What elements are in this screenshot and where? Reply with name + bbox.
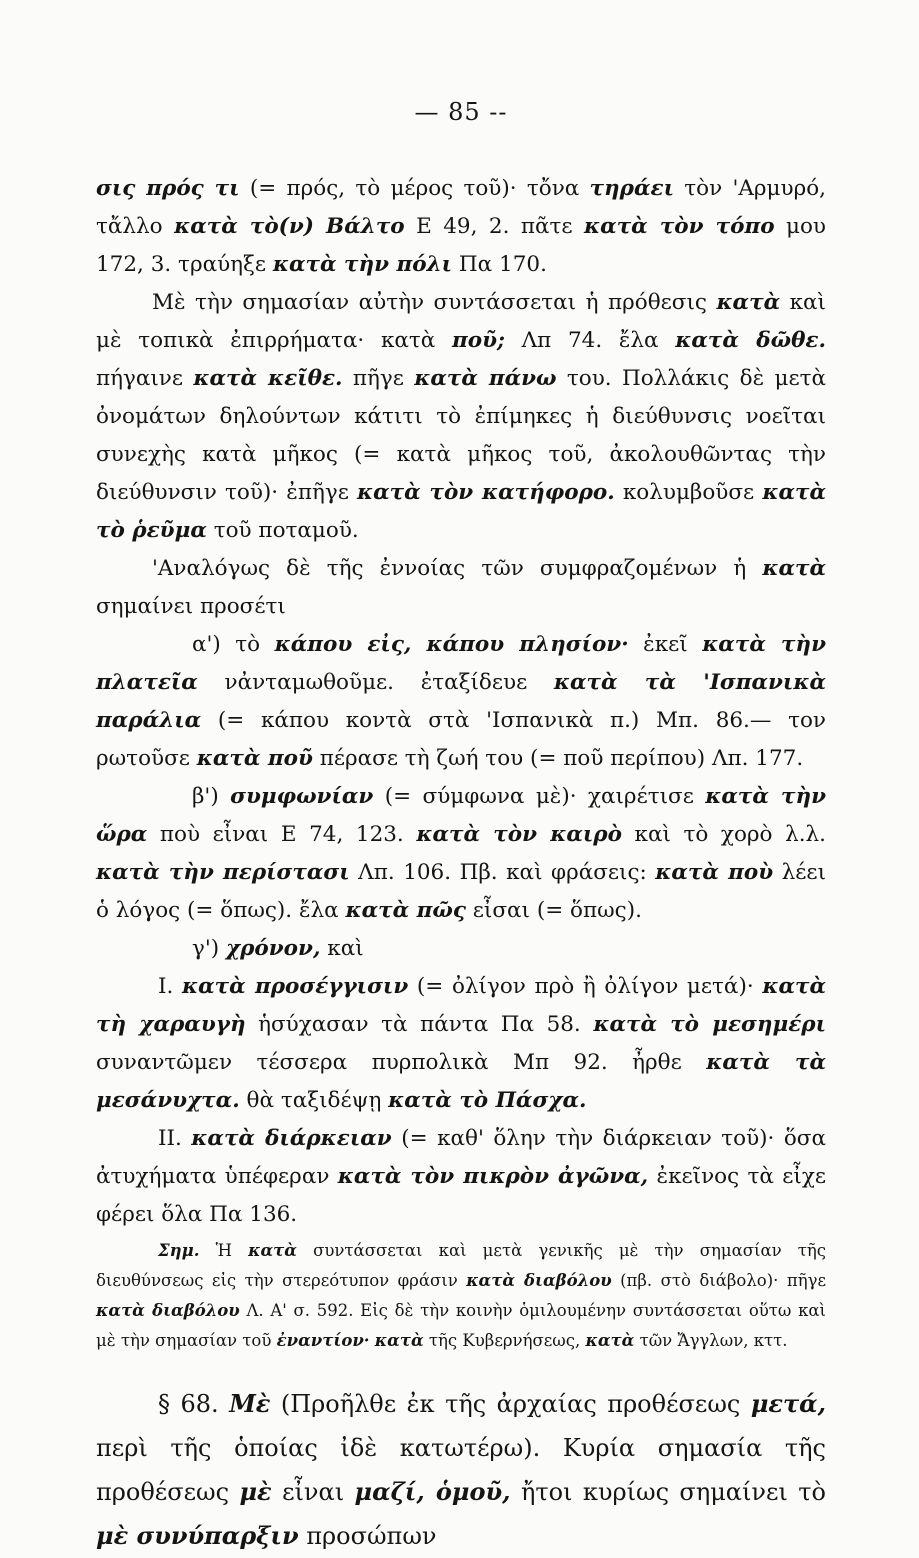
text-run: Λπ. 106. Πβ. καὶ φράσεις: [349,860,656,885]
paragraph-continuation [96,170,826,284]
emphasis-text: κατὰ τὸν πικρὸν ἀγῶνα, [337,1164,649,1189]
text-run: α') τὸ [192,632,275,657]
emphasis-text: κατὰ διάρκειαν [191,1126,392,1151]
emphasis-text: κατὰ διαβόλου [466,1271,612,1290]
emphasis-text: κατὰ τὸ μεσημέρι [593,1012,827,1037]
text-run: ἡσύχασαν τὰ πάντα Πα 58. [245,1012,594,1037]
text-run: β') [192,784,231,809]
emphasis-text: κατὰ [716,290,781,315]
book-page [96,0,827,1550]
page-number: — 85 -- [414,98,508,126]
emphasis-text: κατὰ διαβόλου [96,1301,240,1320]
text-run: (= κάπου κοντὰ στὰ 'Ισπανικὰ π.) Μπ. 86.— τον ρωτοῦσε [96,708,826,771]
text-run: εἶναι [271,1478,355,1506]
text-run: (πβ. στὸ διάβολο)· πῆγε [611,1271,826,1290]
footnote-remark [96,1236,826,1356]
emphasis-text: κάπου εἰς, κάπου πλησίον· [274,632,629,657]
emphasis-text: μετά, [750,1389,826,1418]
emphasis-text: κατὰ κεῖθε. [193,366,343,391]
item-beta [96,778,826,930]
text-run: λέει ὁ λόγος (= ὅπως). ἔλα [96,860,826,923]
text-run: πέρασε τὴ ζωή του (= ποῦ περίπου) Λπ. 177. [312,746,804,771]
text-run: ἐκεῖ [628,632,703,657]
emphasis-text: κατὰ τὴν ὥρα [96,784,826,847]
text-run: ἐκεῖνος τὰ εἶχε φέρει ὅλα Πα 136. [96,1164,826,1227]
text-run: Πα 170. [452,252,547,277]
text-run: (Προῆλθε ἐκ τῆς ἀρχαίας προθέσεως [270,1390,751,1418]
text-run: σημαίνει προσέτι [96,594,286,619]
emphasis-text: κατὰ τὰ 'Ισπανικὰ παράλια [96,670,826,733]
text-run: τοῦ ποταμοῦ. [206,518,359,543]
emphasis-text: τηράει [589,176,674,201]
emphasis-text: κατὰ τὴν πόλι [272,252,453,277]
item-alpha [96,626,826,778]
text-run: (= καθ' ὅλην τὴν διάρκειαν τοῦ)· ὅσα ἀτυχήματα ὑπέφεραν [96,1126,826,1189]
emphasis-text: κατὰ ποὺ [655,860,774,885]
text-run: θὰ ταξιδέψῃ [239,1088,389,1113]
emphasis-text: μαζί, ὁμοῦ, [354,1477,511,1506]
emphasis-text: κατὰ [762,556,826,581]
emphasis-text: κατὰ τὸ(ν) Βάλτο [174,214,405,239]
item-roman-2 [96,1120,826,1234]
paragraph-analogous-meanings [96,550,826,626]
emphasis-text: κατὰ [248,1241,297,1260]
emphasis-text: κατὰ τὸ Πάσχα. [388,1088,587,1113]
text-run: I. [158,974,182,999]
emphasis-text: ἐναντίον· [276,1331,370,1350]
emphasis-text: κατὰ [374,1331,424,1350]
text-run: καὶ [320,936,364,961]
text-run: Ε 49, 2. πᾶτε [404,214,585,239]
text-run: νἀνταμωθοῦμε. ἐταξίδευε [197,670,554,695]
emphasis-text: κατὰ [585,1331,635,1350]
text-run: συντάσσεται καὶ μετὰ γενικῆς μὲ τὴν σημασίαν τῆς διευθύνσεως εἰς τὴν στερεότυπον φράσιν [96,1241,826,1290]
text-run: ποὺ εἶναι Ε 74, 123. [147,822,417,847]
emphasis-text: κατὰ τὸν τόπο [584,214,775,239]
text-run: συναντῶμεν τέσσερα πυρπολικὰ Μπ 92. ἦρθε [96,1050,707,1075]
body-text [96,170,826,1558]
emphasis-text: κατὰ πῶς [345,898,466,923]
text-run: Ἡ [199,1241,249,1260]
emphasis-text: κατὰ τὴν περίστασι [96,860,350,885]
emphasis-text: Σημ. [158,1241,200,1260]
emphasis-text: κατὰ δῶθε. [675,328,826,353]
text-run: Μὲ τὴν σημασίαν αὐτὴν συντάσσεται ἡ πρόθεσις [152,290,717,315]
text-run: περὶ τῆς ὁποίας ἰδὲ κατωτέρω). Κυρία σημασία τῆς προθέσεως [96,1434,826,1506]
text-run: τὸν 'Αρμυρό, τἄλλο [96,176,826,239]
emphasis-text: κατὰ πάνω [414,366,557,391]
text-run: 'Αναλόγως δὲ τῆς ἐννοίας τῶν συμφραζομένων ἡ [152,556,763,581]
text-run: καὶ τὸ χορὸ λ.λ. [621,822,826,847]
emphasis-text: κατὰ ποῦ [196,746,313,771]
emphasis-text: κατὰ τὴν πλατεῖα [96,632,826,695]
emphasis-text: ποῦ; [452,328,505,353]
text-run: Λπ 74. ἔλα [504,328,676,353]
emphasis-text: συμφωνίαν [230,784,374,809]
emphasis-text: χρόνον, [225,936,321,961]
emphasis-text: μὲ συνύπαρξιν [96,1521,299,1550]
emphasis-text: κατὰ τὰ μεσάνυχτα. [96,1050,826,1113]
paragraph-local-adverbs [96,284,826,550]
text-run: Λ. Α' σ. 592. Εἰς δὲ τὴν κοινὴν ὁμιλουμένην συντάσσεται οὕτω καὶ μὲ τὴν σημασίαν τοῦ [96,1301,826,1350]
text-run: τῶν Ἄγγλων, κττ. [634,1331,788,1350]
text-run: του. Πολλάκις δὲ μετὰ ὀνομάτων δηλούντων κάτιτι τὸ ἐπίμηκες ἡ διεύθυνσις νοεῖται συνεχὴς κατὰ μῆκος (= κατὰ μῆκος τοῦ, ἀκολουθῶντας τὴν διεύθυνσιν τοῦ)· ἐπῆγε [96,366,827,505]
emphasis-text: κατὰ προσέγγισιν [182,974,409,999]
text-run: (= πρός, τὸ μέρος τοῦ)· τὄνα [239,176,590,201]
text-run: II. [158,1126,192,1151]
text-run: (= σύμφωνα μὲ)· χαιρέτισε [373,784,706,809]
emphasis-text: κατὰ τὸ ῥεῦμα [96,480,827,543]
emphasis-text: μὲ [239,1477,272,1506]
emphasis-text: κατὰ τὸν κατήφορο. [357,480,615,505]
section-68 [96,1382,826,1558]
emphasis-text: πρός τι [146,176,240,201]
text-run: προσώπων [298,1522,437,1550]
text-run: εἶσαι (= ὅπως). [465,898,642,923]
text-run: κολυμβοῦσε [614,480,763,505]
text-run: πήγαινε [96,366,194,391]
text-run: γ') [192,936,226,961]
emphasis-text: Μὲ [229,1389,271,1418]
text-run: τῆς Κυβερνήσεως, [423,1331,586,1350]
text-run: πῆγε [342,366,415,391]
emphasis-text: σις [96,176,147,201]
text-run: μου 172, 3. τραύηξε [96,214,826,277]
emphasis-text: κατὰ τὴ χαραυγὴ [96,974,827,1037]
text-run: ἤτοι κυρίως σημαίνει τὸ [510,1478,826,1506]
text-run: (= ὀλίγον πρὸ ἢ ὀλίγον μετά)· [408,974,763,999]
text-run: § 68. [158,1390,230,1418]
item-gamma [96,930,826,968]
item-roman-1 [96,968,826,1120]
emphasis-text: κατὰ τὸν καιρὸ [416,822,622,847]
text-run: καὶ μὲ τοπικὰ ἐπιρρήματα· κατὰ [96,290,826,353]
